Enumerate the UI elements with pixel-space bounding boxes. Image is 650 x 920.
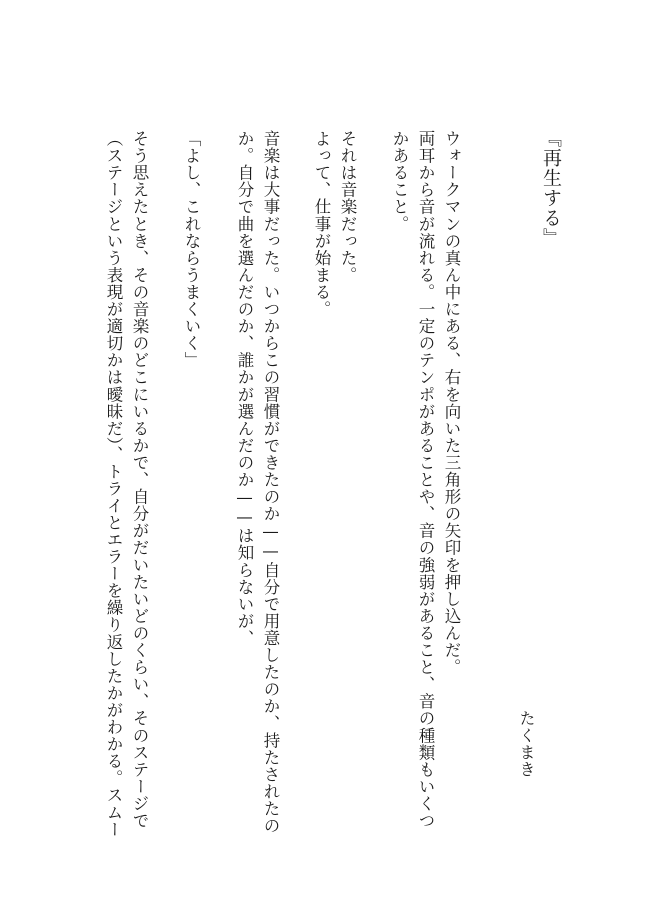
text-line-6: よって、仕事が始まる。 [312,130,331,318]
text-line-1: ウォークマンの真ん中にある、右を向いた三角形の矢印を押し込んだ。 [442,130,461,676]
text-line-9: か。自分で曲を選んだのか、誰かが選んだのか——は知らないが、 [235,130,254,647]
text-line-13: そう思えたとき、その音楽のどこにいるかで、自分がだいたいどのくらい、そのステージで [130,130,149,830]
dialogue-line: 「よし、これならうまくいく」 [182,130,201,369]
text-line-3: かあること。 [390,130,409,233]
author-name: たくまき [517,710,536,778]
text-line-8: 音楽は大事だった。いつからこの習慣ができたのか——自分で用意したのか、持たされたの [261,130,280,835]
text-line-5: それは音楽だった。 [338,130,357,284]
text-line-2: 両耳から音が流れる。一定のテンポがあることや、音の強弱があること、音の種類もいくつ [416,130,435,830]
text-line-14: （ステージという表現が適切かは曖昧だ）、トライとエラーを繰り返したかがわかる。スムー [104,130,123,838]
story-title: 『再生する』 [540,128,562,248]
